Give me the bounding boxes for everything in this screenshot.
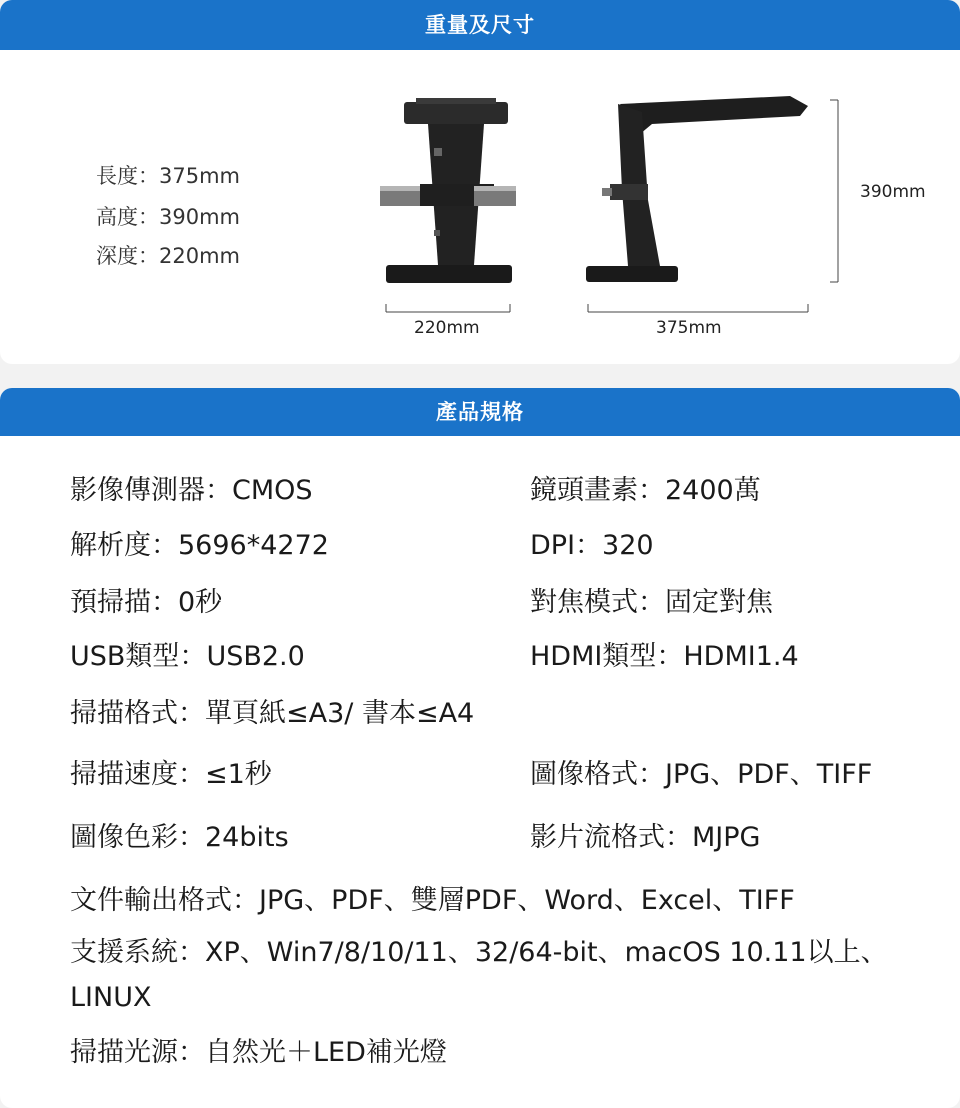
spec-image-color <box>70 815 289 854</box>
spec-dpi <box>530 523 654 562</box>
spec-value: 自然光＋LED補光燈 <box>205 1037 447 1068</box>
spec-value: JPG、PDF、TIFF <box>665 759 873 790</box>
spec-key: 掃描格式： <box>70 698 205 729</box>
spec-value: MJPG <box>692 822 761 853</box>
spec-value: 0秒 <box>178 587 223 618</box>
spec-value: 固定對焦 <box>665 587 773 618</box>
spec-value: 320 <box>602 530 654 561</box>
spec-lens-pixels <box>530 468 761 507</box>
spec-value: ≤1秒 <box>205 759 272 790</box>
length-value: 375mm <box>159 164 240 188</box>
spec-key: DPI： <box>530 530 603 561</box>
height-measure-label: 390mm <box>860 182 926 202</box>
spec-key: 鏡頭畫素： <box>530 475 665 506</box>
spec-key: HDMI類型： <box>530 641 684 672</box>
spec-key: 預掃描： <box>70 587 178 618</box>
spec-key: USB類型： <box>70 641 207 672</box>
spec-key: 解析度： <box>70 530 178 561</box>
spec-video-stream-format <box>530 815 760 854</box>
spec-scan-format <box>70 691 474 730</box>
spec-hdmi-type <box>530 634 799 673</box>
specs-card <box>0 388 960 1108</box>
spec-key: 圖像色彩： <box>70 822 205 853</box>
spec-key: 影片流格式： <box>530 822 692 853</box>
dimensions-header: 重量及尺寸 <box>0 0 960 50</box>
spec-value: 單頁紙≤A3/ 書本≤A4 <box>205 698 475 729</box>
depth-label: 深度： <box>96 244 159 268</box>
spec-resolution <box>70 523 329 562</box>
spec-output-format <box>70 878 795 917</box>
spec-key: 掃描光源： <box>70 1037 205 1068</box>
spec-value: 24bits <box>205 822 289 853</box>
height-label: 高度： <box>96 205 159 229</box>
length-spec <box>96 160 240 190</box>
spec-image-format <box>530 752 872 791</box>
height-spec <box>96 201 240 231</box>
spec-prescan <box>70 580 222 619</box>
spec-value: USB2.0 <box>206 641 305 672</box>
spec-value: 2400萬 <box>665 475 761 506</box>
spec-key: 掃描速度： <box>70 759 205 790</box>
height-value: 390mm <box>159 205 240 229</box>
depth-value: 220mm <box>159 244 240 268</box>
spec-key: 對焦模式： <box>530 587 665 618</box>
spec-value: 5696*4272 <box>178 530 329 561</box>
spec-value: XP、Win7/8/10/11、32/64-bit、macOS 10.11以上、LINUX <box>70 937 888 1013</box>
spec-sensor <box>70 468 313 507</box>
spec-key: 支援系統： <box>70 937 205 968</box>
spec-value: JPG、PDF、雙層PDF、Word、Excel、TIFF <box>259 885 795 916</box>
scanner-product-drawing <box>370 90 860 330</box>
spec-key: 圖像格式： <box>530 759 665 790</box>
spec-focus-mode <box>530 580 773 619</box>
dimensions-card <box>0 0 960 364</box>
spec-supported-systems <box>70 930 950 1020</box>
specs-header: 產品規格 <box>0 388 960 436</box>
length-measure-label: 375mm <box>656 318 722 338</box>
scanner-side-view <box>586 96 808 282</box>
depth-spec <box>96 240 240 270</box>
spec-value: CMOS <box>232 475 313 506</box>
spec-light-source <box>70 1030 447 1069</box>
length-label: 長度： <box>96 164 159 188</box>
depth-measure-label: 220mm <box>414 318 480 338</box>
spec-usb-type <box>70 634 305 673</box>
spec-key: 文件輸出格式： <box>70 885 259 916</box>
spec-scan-speed <box>70 752 272 791</box>
spec-key: 影像傳測器： <box>70 475 232 506</box>
scanner-front-view <box>380 98 516 283</box>
spec-value: HDMI1.4 <box>683 641 799 672</box>
